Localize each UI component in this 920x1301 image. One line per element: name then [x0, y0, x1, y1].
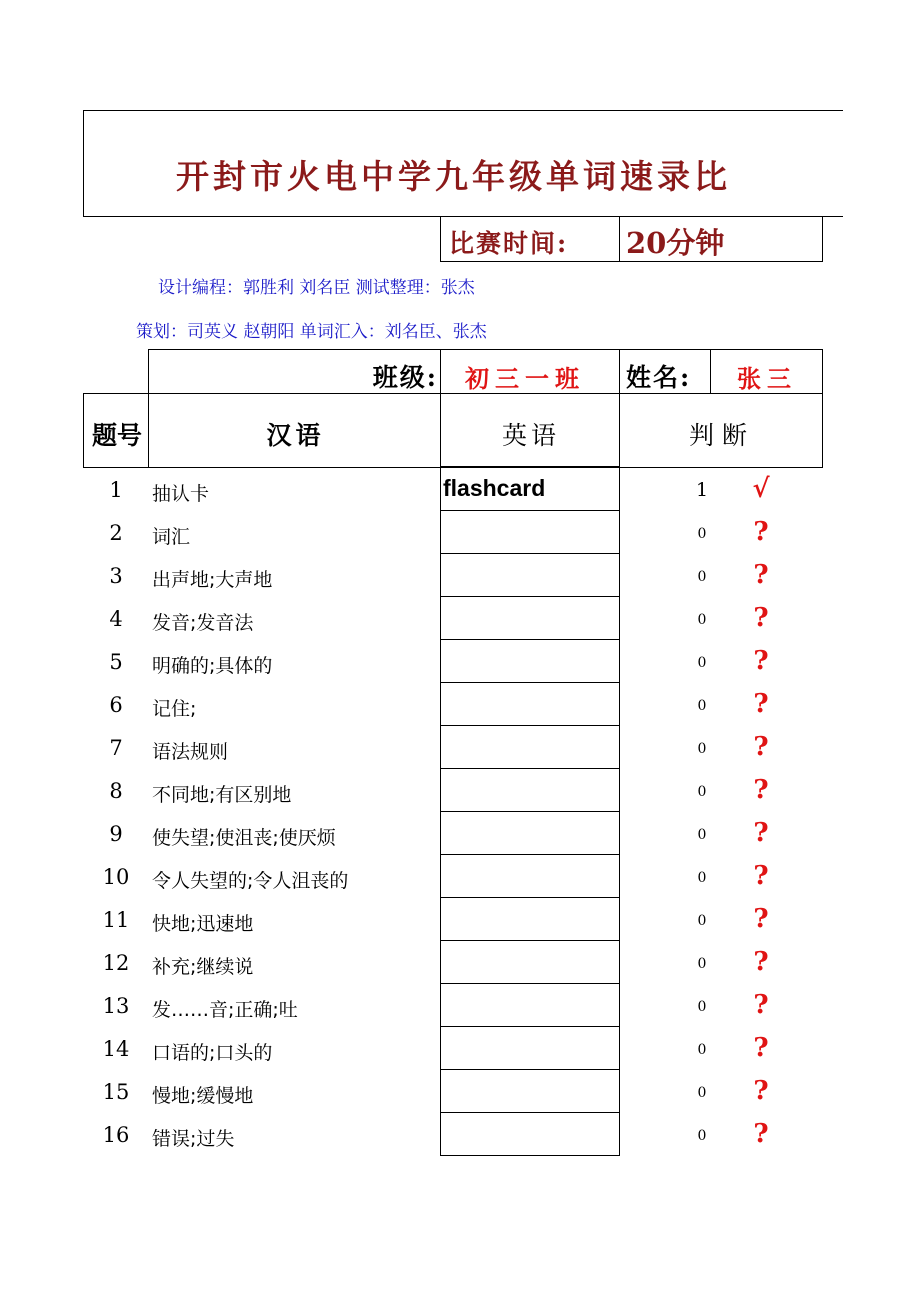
- header-number-cell: [83, 393, 149, 468]
- row-chinese: 出声地;大声地: [152, 569, 273, 591]
- row-chinese: 明确的;具体的: [152, 655, 273, 677]
- time-label: 比赛时间:: [449, 229, 569, 258]
- answer-input[interactable]: [440, 725, 620, 769]
- question-mark-icon: ?: [753, 904, 769, 934]
- row-number: 16: [102, 1123, 130, 1147]
- question-mark-icon: ?: [753, 517, 769, 547]
- row-chinese: 口语的;口头的: [152, 1042, 273, 1064]
- answer-input[interactable]: [440, 897, 620, 941]
- row-score: 0: [697, 913, 707, 929]
- row-chinese: 词汇: [152, 526, 191, 548]
- question-mark-icon: ?: [753, 775, 769, 805]
- row-number: 6: [109, 693, 123, 717]
- time-value: 20分钟: [626, 226, 725, 260]
- row-number: 13: [102, 994, 130, 1018]
- row-number: 10: [102, 865, 130, 889]
- row-score: 0: [697, 1085, 707, 1101]
- row-chinese: 记住;: [152, 698, 197, 720]
- time-value-cell: [619, 217, 823, 262]
- row-number: 12: [102, 951, 130, 975]
- question-mark-icon: ?: [753, 818, 769, 848]
- credits-line-2: 策划：司英义 赵朝阳 单词汇入：刘名臣、张杰: [136, 322, 487, 342]
- class-label: 班级:: [372, 363, 438, 392]
- credits-line-1: 设计编程：郭胜利 刘名臣 测试整理：张杰: [158, 278, 475, 298]
- row-number: 3: [109, 564, 123, 588]
- row-score: 0: [697, 655, 707, 671]
- row-chinese: 补充;继续说: [152, 956, 254, 978]
- answer-text: flashcard: [443, 475, 546, 501]
- row-score: 0: [697, 698, 707, 714]
- question-mark-icon: ?: [753, 689, 769, 719]
- name-label: 姓名:: [626, 363, 692, 392]
- header-judge-cell: [619, 393, 823, 468]
- row-chinese: 使失望;使沮丧;使厌烦: [152, 827, 336, 849]
- question-mark-icon: ?: [753, 646, 769, 676]
- row-score: 0: [697, 1128, 707, 1144]
- answer-input[interactable]: [440, 1069, 620, 1113]
- row-number: 4: [109, 607, 123, 631]
- row-score: 0: [697, 1042, 707, 1058]
- row-number: 2: [109, 521, 123, 545]
- question-mark-icon: ?: [753, 947, 769, 977]
- row-number: 5: [109, 650, 123, 674]
- name-value: 张三: [737, 364, 797, 393]
- row-score: 1: [695, 479, 709, 501]
- answer-input[interactable]: [440, 596, 620, 640]
- header-chinese: 汉语: [266, 421, 325, 450]
- answer-input[interactable]: [440, 682, 620, 726]
- answer-input[interactable]: [440, 854, 620, 898]
- row-chinese: 发音;发音法: [152, 612, 254, 634]
- name-label-cell: [619, 349, 711, 394]
- answer-input[interactable]: [440, 466, 620, 511]
- question-mark-icon: ?: [753, 1076, 769, 1106]
- row-score: 0: [697, 784, 707, 800]
- question-mark-icon: ?: [753, 1119, 769, 1149]
- title-banner: [83, 110, 843, 217]
- row-number: 9: [109, 822, 123, 846]
- answer-input[interactable]: [440, 983, 620, 1027]
- row-score: 0: [697, 956, 707, 972]
- row-chinese: 快地;迅速地: [152, 913, 254, 935]
- answer-input[interactable]: [440, 940, 620, 984]
- header-number: 题号: [91, 421, 142, 450]
- name-value-cell[interactable]: [710, 349, 823, 394]
- page-title: 开封市火电中学九年级单词速录比: [176, 157, 731, 196]
- answer-input[interactable]: [440, 553, 620, 597]
- row-score: 0: [697, 827, 707, 843]
- class-value: 初三一班: [465, 364, 585, 393]
- answer-input[interactable]: [440, 811, 620, 855]
- answer-input[interactable]: [440, 639, 620, 683]
- class-label-cell: [148, 349, 441, 394]
- header-judge: 判断: [688, 421, 755, 450]
- row-score: 0: [697, 569, 707, 585]
- answer-input[interactable]: [440, 1026, 620, 1070]
- question-mark-icon: ?: [753, 560, 769, 590]
- row-number: 8: [109, 779, 123, 803]
- header-chinese-cell: [148, 393, 441, 468]
- question-mark-icon: ?: [753, 1033, 769, 1063]
- row-chinese: 抽认卡: [152, 483, 210, 505]
- row-score: 0: [697, 526, 707, 542]
- row-chinese: 令人失望的;令人沮丧的: [152, 870, 349, 892]
- row-chinese: 不同地;有区别地: [152, 784, 292, 806]
- row-score: 0: [697, 741, 707, 757]
- answer-input[interactable]: [440, 1112, 620, 1156]
- row-number: 15: [102, 1080, 130, 1104]
- row-chinese: 发……音;正确;吐: [152, 999, 298, 1021]
- time-label-cell: [440, 217, 620, 262]
- row-score: 0: [697, 999, 707, 1015]
- row-number: 7: [109, 736, 123, 760]
- row-number: 1: [109, 478, 123, 502]
- question-mark-icon: ?: [753, 732, 769, 762]
- question-mark-icon: ?: [753, 990, 769, 1020]
- row-score: 0: [697, 612, 707, 628]
- row-chinese: 语法规则: [152, 741, 229, 763]
- question-mark-icon: ?: [753, 861, 769, 891]
- header-english-cell: [440, 393, 620, 468]
- row-score: 0: [697, 870, 707, 886]
- answer-input[interactable]: [440, 510, 620, 554]
- answer-input[interactable]: [440, 768, 620, 812]
- class-value-cell[interactable]: [440, 349, 620, 394]
- row-chinese: 错误;过失: [152, 1128, 235, 1150]
- row-number: 14: [102, 1037, 130, 1061]
- header-english: 英语: [501, 421, 560, 450]
- row-number: 11: [102, 908, 130, 932]
- row-chinese: 慢地;缓慢地: [152, 1085, 254, 1107]
- check-mark-icon: √: [752, 474, 770, 504]
- question-mark-icon: ?: [753, 603, 769, 633]
